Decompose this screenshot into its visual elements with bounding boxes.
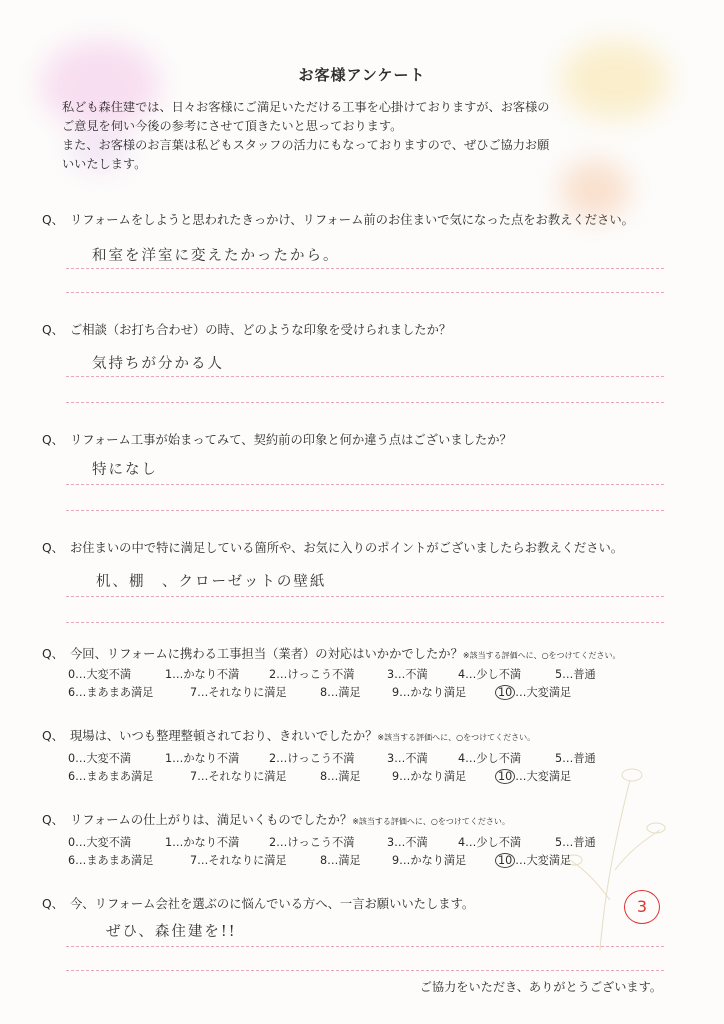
question-text: リフォームをしようと思われたきっかけ、リフォーム前のお住まいで気になった点をお教えください。 [69,213,634,227]
rating-option[interactable]: 8…満足 [320,770,361,783]
rating-option[interactable]: 9…かなり満足 [392,854,467,867]
question-text: リフォームの仕上がりは、満足いくものでしたか？ [69,813,353,827]
answer-8: ぜひ、森住建を!! [106,924,237,940]
rating-option[interactable]: 1…かなり不満 [165,836,240,849]
answer-2: 気持ちが分かる人 [92,356,224,372]
rating-option[interactable]: 1…かなり不満 [165,668,240,681]
rating-option[interactable]: 6…まあまあ満足 [68,686,154,699]
question-prefix: Q、 [42,323,64,337]
rating-option-selected[interactable]: 10 …大変満足 [495,684,571,700]
answer-4: 机、棚 、クローゼットの壁紙 [96,574,327,590]
answer-3: 特になし [92,462,158,478]
answer-line [66,510,664,511]
rating-option[interactable]: 0…大変不満 [68,836,132,849]
rating-row [66,750,626,768]
rating-option[interactable]: 5…普通 [555,752,596,765]
answer-line [66,292,664,293]
rating-option[interactable]: 6…まあまあ満足 [68,770,154,783]
question-prefix: Q、 [42,897,64,911]
question-note: ※該当する評価へに、○をつけてください。 [377,733,536,742]
rating-row [66,852,626,870]
rating-option[interactable]: 3…不満 [387,836,428,849]
question-text: 現場は、いつも整理整頓されており、きれいでしたか？ [69,729,378,743]
answer-line [66,484,664,485]
answer-line [66,970,664,971]
intro-line: また、お客様のお言葉は私どもスタッフの活力にもなっておりますので、ぜひご協力お願 [62,138,550,152]
handwritten-number-stamp: 3 [624,890,660,924]
rating-row [66,684,626,702]
rating-option[interactable]: 4…少し不満 [458,668,522,681]
rating-scale-6 [66,750,626,786]
answer-line [66,622,664,623]
question-prefix: Q、 [42,729,64,743]
rating-option[interactable]: 8…満足 [320,686,361,699]
question-text: 今回、リフォームに携わる工事担当（業者）の対応はいかかでしたか？ [69,647,463,661]
answer-line [66,402,664,403]
question-text: ご相談（お打ち合わせ）の時、どのような印象を受けられましたか？ [69,323,452,337]
page-title: お客様アンケート [298,66,426,84]
rating-option[interactable]: 4…少し不満 [458,836,522,849]
rating-option[interactable]: 8…満足 [320,854,361,867]
rating-option[interactable]: 7…それなりに満足 [190,770,287,783]
question-6 [42,726,535,744]
question-prefix: Q、 [42,541,64,555]
question-text: リフォーム工事が始まってみて、契約前の印象と何か違う点はございましたか？ [69,433,512,447]
intro-text [62,98,672,174]
rating-option[interactable]: 2…けっこう不満 [269,752,355,765]
rating-row [66,834,626,852]
rating-scale-7 [66,834,626,870]
question-5 [42,644,621,662]
rating-option[interactable]: 2…けっこう不満 [269,668,355,681]
rating-option[interactable]: 0…大変不満 [68,668,132,681]
answer-line [66,946,664,947]
answer-line [66,268,664,269]
question-prefix: Q、 [42,647,64,661]
answer-line [66,596,664,597]
rating-option[interactable]: 9…かなり満足 [392,770,467,783]
intro-line: いいたします。 [62,157,147,171]
question-note: ※該当する評価へに、○をつけてください。 [352,817,510,826]
question-4 [42,538,623,556]
intro-line: 私ども森住建では、日々お客様にご満足いただける工事を心掛けておりますが、お客様の [62,100,550,114]
question-8 [42,894,474,912]
question-3 [42,430,512,448]
rating-option[interactable]: 7…それなりに満足 [190,686,287,699]
rating-option[interactable]: 4…少し不満 [458,752,522,765]
rating-option[interactable]: 6…まあまあ満足 [68,854,154,867]
answer-line [66,376,664,377]
rating-row [66,768,626,786]
question-prefix: Q、 [42,213,64,227]
rating-option[interactable]: 7…それなりに満足 [190,854,287,867]
rating-option[interactable]: 5…普通 [555,836,596,849]
rating-option[interactable]: 9…かなり満足 [392,686,467,699]
question-note: ※該当する評価へに、○をつけてください。 [462,651,621,660]
rating-option[interactable]: 3…不満 [387,668,428,681]
footer-thanks: ご協力をいただき、ありがとうございます。 [419,980,662,994]
rating-option[interactable]: 1…かなり不満 [165,752,240,765]
rating-scale-5 [66,666,626,702]
question-text: お住まいの中で特に満足している箇所や、お気に入りのポイントがございましたらお教えください。 [69,541,624,555]
rating-option[interactable]: 5…普通 [555,668,596,681]
rating-option[interactable]: 3…不満 [387,752,428,765]
rating-option-selected[interactable]: 10 …大変満足 [495,852,571,868]
rating-row [66,666,626,684]
question-7 [42,810,510,828]
rating-option[interactable]: 0…大変不満 [68,752,132,765]
intro-line: ご意見を伺い今後の参考にさせて頂きたいと思っております。 [62,119,403,133]
answer-1: 和室を洋室に変えたかったから。 [92,248,340,264]
rating-option[interactable]: 2…けっこう不満 [269,836,355,849]
question-text: 今、リフォーム会社を選ぶのに悩んでいる方へ、一言お願いいたします。 [69,897,475,911]
question-1 [42,210,634,228]
question-prefix: Q、 [42,433,64,447]
question-2 [42,320,451,338]
question-prefix: Q、 [42,813,64,827]
rating-option-selected[interactable]: 10 …大変満足 [495,768,571,784]
